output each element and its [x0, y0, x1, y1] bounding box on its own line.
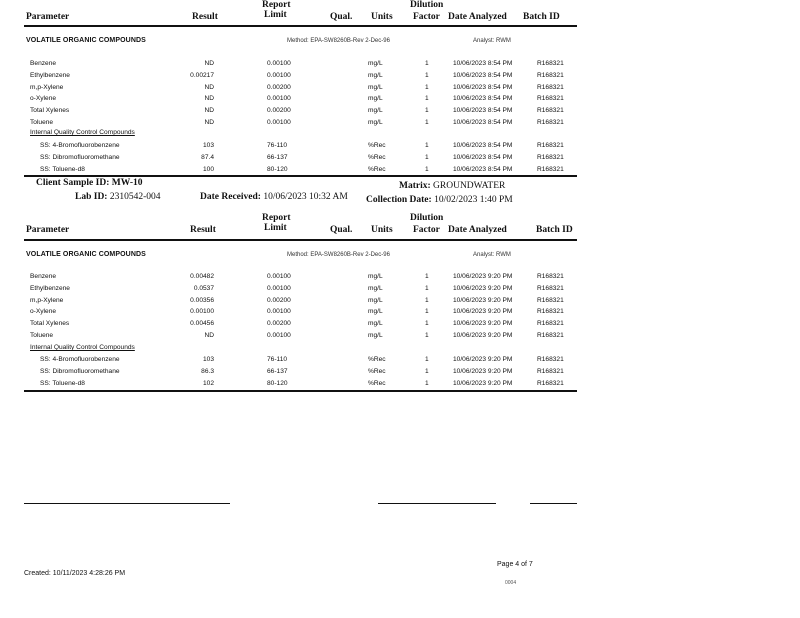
- batch-cell: R168321: [537, 153, 564, 161]
- result-cell: 0.00217: [190, 71, 214, 79]
- date-cell: 10/06/2023 9:20 PM: [453, 296, 513, 304]
- limit-cell: 0.00200: [267, 320, 291, 328]
- col-batch: Batch ID: [536, 225, 573, 235]
- units-cell: mg/L: [368, 60, 383, 67]
- parameter-cell: o-Xylene: [30, 308, 57, 316]
- limit-cell: 0.00100: [267, 332, 291, 339]
- result-cell: 103: [202, 142, 214, 149]
- dilution-cell: 1: [425, 142, 429, 149]
- limit-cell: 0.00100: [267, 273, 291, 280]
- dilution-cell: 1: [425, 296, 429, 304]
- qc-title: Internal Quality Control Compounds: [30, 129, 135, 136]
- qc-row: [24, 142, 577, 153]
- col-factor: Factor: [413, 225, 440, 235]
- parameter-cell: Ethylbenzene: [30, 284, 70, 292]
- result-cell: 0.00482: [190, 273, 214, 280]
- section-title: VOLATILE ORGANIC COMPOUNDS: [26, 37, 146, 44]
- collection-date-value: 10/02/2023 1:40 PM: [434, 195, 513, 205]
- parameter-cell: Benzene: [30, 60, 57, 67]
- batch-cell: R168321: [537, 165, 564, 173]
- parameter-cell: Total Xylenes: [30, 107, 70, 115]
- date-cell: 10/06/2023 9:20 PM: [453, 308, 513, 316]
- units-cell: %Rec: [368, 379, 386, 387]
- header-rule-1: [24, 25, 577, 27]
- client-sample-id-label: Client Sample ID:: [36, 178, 110, 188]
- batch-cell: R168321: [537, 142, 564, 149]
- batch-cell: R168321: [537, 119, 564, 126]
- dilution-cell: 1: [425, 95, 429, 103]
- dilution-cell: 1: [425, 165, 429, 173]
- batch-cell: R168321: [537, 308, 564, 316]
- batch-cell: R168321: [537, 95, 564, 103]
- date-cell: 10/06/2023 9:20 PM: [453, 273, 513, 280]
- signature-line-mid: [378, 503, 496, 504]
- date-received-value: 10/06/2023 10:32 AM: [263, 192, 348, 202]
- batch-cell: R168321: [537, 273, 564, 280]
- batch-cell: R168321: [537, 60, 564, 67]
- units-cell: mg/L: [368, 95, 383, 103]
- col-units: Units: [371, 225, 393, 235]
- client-sample-id: [36, 178, 143, 188]
- date-cell: 10/06/2023 8:54 PM: [453, 142, 513, 149]
- table-row: [24, 107, 577, 118]
- date-cell: 10/06/2023 9:20 PM: [453, 379, 513, 387]
- section-rule-2: [24, 390, 577, 392]
- col-qual: Qual.: [330, 225, 353, 235]
- result-cell: 0.00456: [190, 320, 214, 328]
- lab-id: [75, 192, 161, 202]
- date-cell: 10/06/2023 8:54 PM: [453, 107, 513, 115]
- table-row: [24, 332, 577, 343]
- limit-cell: 0.00100: [267, 60, 291, 67]
- dilution-cell: 1: [425, 83, 429, 91]
- parameter-cell: m,p-Xylene: [30, 296, 64, 304]
- created-timestamp: Created: 10/11/2023 4:28:26 PM: [24, 570, 126, 577]
- method-label: Method: EPA-SW8260B-Rev 2-Dec-96: [287, 38, 390, 44]
- units-cell: mg/L: [368, 119, 383, 126]
- result-cell: ND: [204, 83, 214, 91]
- table-row: [24, 95, 577, 106]
- col-result: Result: [192, 12, 218, 22]
- result-cell: ND: [204, 95, 214, 103]
- dilution-cell: 1: [425, 332, 429, 339]
- units-cell: mg/L: [368, 284, 383, 292]
- parameter-cell: SS: 4-Bromofluorobenzene: [40, 356, 120, 363]
- signature-line-left: [24, 503, 230, 504]
- result-cell: ND: [204, 332, 214, 339]
- table-row: [24, 320, 577, 331]
- parameter-cell: SS: Toluene-d8: [40, 165, 85, 173]
- date-cell: 10/06/2023 9:20 PM: [453, 320, 513, 328]
- limit-cell: 76-110: [267, 142, 288, 149]
- col-parameter: Parameter: [26, 225, 70, 235]
- result-cell: 102: [202, 379, 214, 387]
- dilution-cell: 1: [425, 308, 429, 316]
- date-cell: 10/06/2023 9:20 PM: [453, 356, 513, 363]
- parameter-cell: o-Xylene: [30, 95, 57, 103]
- date-cell: 10/06/2023 8:54 PM: [453, 83, 513, 91]
- collection-date: [366, 195, 513, 205]
- units-cell: %Rec: [368, 165, 386, 173]
- result-cell: 0.00356: [190, 296, 214, 304]
- limit-cell: 66-137: [267, 153, 288, 161]
- result-cell: 86.3: [201, 367, 214, 375]
- dilution-cell: 1: [425, 71, 429, 79]
- parameter-cell: SS: Dibromofluoromethane: [40, 153, 120, 161]
- date-received: [200, 192, 348, 202]
- units-cell: mg/L: [368, 332, 383, 339]
- col-dilution-top: Dilution: [410, 213, 444, 223]
- limit-cell: 0.00100: [267, 95, 291, 103]
- dilution-cell: 1: [425, 273, 429, 280]
- units-cell: mg/L: [368, 320, 383, 328]
- col-parameter: Parameter: [26, 12, 70, 22]
- result-cell: 87.4: [201, 153, 214, 161]
- limit-cell: 76-110: [267, 356, 288, 363]
- date-cell: 10/06/2023 8:54 PM: [453, 119, 513, 126]
- result-cell: ND: [204, 119, 214, 126]
- limit-cell: 80-120: [267, 165, 288, 173]
- col-report-top: Report: [262, 0, 291, 10]
- table-row: [24, 285, 577, 296]
- table-row: [24, 273, 577, 284]
- result-cell: 103: [202, 356, 214, 363]
- limit-cell: 0.00100: [267, 284, 291, 292]
- col-units: Units: [371, 12, 393, 22]
- date-cell: 10/06/2023 8:54 PM: [453, 60, 513, 67]
- date-cell: 10/06/2023 9:20 PM: [453, 332, 513, 339]
- batch-cell: R168321: [537, 356, 564, 363]
- units-cell: mg/L: [368, 71, 383, 79]
- lab-id-value: 2310542-004: [109, 192, 161, 202]
- batch-cell: R168321: [537, 284, 564, 292]
- qc-row: [24, 380, 577, 391]
- result-cell: ND: [204, 107, 214, 115]
- col-limit: Limit: [264, 223, 287, 233]
- table-row: [24, 60, 577, 71]
- result-cell: ND: [204, 60, 214, 67]
- batch-cell: R168321: [537, 296, 564, 304]
- result-cell: 100: [202, 165, 214, 173]
- qc-row: [24, 356, 577, 367]
- limit-cell: 0.00200: [267, 296, 291, 304]
- batch-cell: R168321: [537, 107, 564, 115]
- signature-line-right: [530, 503, 577, 504]
- dilution-cell: 1: [425, 60, 429, 67]
- units-cell: mg/L: [368, 83, 383, 91]
- date-cell: 10/06/2023 8:54 PM: [453, 71, 513, 79]
- result-cell: 0.0537: [193, 284, 214, 292]
- dilution-cell: 1: [425, 367, 429, 375]
- col-limit: Limit: [264, 10, 287, 20]
- table-row: [24, 72, 577, 83]
- parameter-cell: SS: Toluene-d8: [40, 379, 85, 387]
- parameter-cell: Toluene: [30, 332, 54, 339]
- col-factor: Factor: [413, 12, 440, 22]
- analyst-label: Analyst: RWM: [473, 252, 511, 258]
- limit-cell: 0.00100: [267, 308, 291, 316]
- parameter-cell: Total Xylenes: [30, 320, 70, 328]
- analyst-label: Analyst: RWM: [473, 38, 511, 44]
- matrix-value: GROUNDWATER: [433, 181, 506, 191]
- col-result: Result: [190, 225, 216, 235]
- method-label: Method: EPA-SW8260B-Rev 2-Dec-96: [287, 252, 390, 258]
- dilution-cell: 1: [425, 356, 429, 363]
- dilution-cell: 1: [425, 153, 429, 161]
- units-cell: %Rec: [368, 356, 386, 363]
- dilution-cell: 1: [425, 107, 429, 115]
- section-rule-1: [24, 175, 577, 177]
- date-cell: 10/06/2023 9:20 PM: [453, 284, 513, 292]
- col-report-top: Report: [262, 213, 291, 223]
- dilution-cell: 1: [425, 320, 429, 328]
- date-cell: 10/06/2023 9:20 PM: [453, 367, 513, 375]
- date-cell: 10/06/2023 8:54 PM: [453, 165, 513, 173]
- parameter-cell: m,p-Xylene: [30, 83, 64, 91]
- batch-cell: R168321: [537, 83, 564, 91]
- units-cell: mg/L: [368, 308, 383, 316]
- matrix-label: Matrix:: [399, 181, 431, 191]
- table-row: [24, 308, 577, 319]
- col-date: Date Analyzed: [448, 225, 507, 235]
- table-row: [24, 84, 577, 95]
- dilution-cell: 1: [425, 284, 429, 292]
- page-number: Page 4 of 7: [497, 561, 533, 568]
- batch-cell: R168321: [537, 320, 564, 328]
- limit-cell: 0.00200: [267, 83, 291, 91]
- matrix: [399, 181, 505, 191]
- qc-row: [24, 154, 577, 165]
- col-batch: Batch ID: [523, 12, 560, 22]
- qc-row: [24, 368, 577, 379]
- dilution-cell: 1: [425, 119, 429, 126]
- collection-date-label: Collection Date:: [366, 195, 432, 205]
- units-cell: mg/L: [368, 296, 383, 304]
- parameter-cell: SS: Dibromofluoromethane: [40, 367, 120, 375]
- header-rule-2: [24, 239, 577, 241]
- limit-cell: 0.00100: [267, 71, 291, 79]
- limit-cell: 66-137: [267, 367, 288, 375]
- batch-cell: R168321: [537, 71, 564, 79]
- table-row: [24, 297, 577, 308]
- limit-cell: 80-120: [267, 379, 288, 387]
- section-title: VOLATILE ORGANIC COMPOUNDS: [26, 251, 146, 258]
- batch-cell: R168321: [537, 332, 564, 339]
- page-mark: 0004: [505, 580, 517, 586]
- parameter-cell: Toluene: [30, 119, 54, 126]
- units-cell: mg/L: [368, 107, 383, 115]
- lab-id-label: Lab ID:: [75, 192, 108, 202]
- units-cell: %Rec: [368, 367, 386, 375]
- client-sample-id-value: MW-10: [111, 178, 143, 188]
- units-cell: mg/L: [368, 273, 383, 280]
- date-received-label: Date Received:: [200, 192, 261, 202]
- batch-cell: R168321: [537, 379, 564, 387]
- col-qual: Qual.: [330, 12, 353, 22]
- units-cell: %Rec: [368, 153, 386, 161]
- units-cell: %Rec: [368, 142, 386, 149]
- qc-title: Internal Quality Control Compounds: [30, 344, 135, 351]
- col-date: Date Analyzed: [448, 12, 507, 22]
- result-cell: 0.00100: [190, 308, 214, 316]
- dilution-cell: 1: [425, 379, 429, 387]
- date-cell: 10/06/2023 8:54 PM: [453, 153, 513, 161]
- batch-cell: R168321: [537, 367, 564, 375]
- col-dilution-top: Dilution: [410, 0, 444, 10]
- limit-cell: 0.00200: [267, 107, 291, 115]
- parameter-cell: Ethylbenzene: [30, 71, 70, 79]
- limit-cell: 0.00100: [267, 119, 291, 126]
- date-cell: 10/06/2023 8:54 PM: [453, 95, 513, 103]
- parameter-cell: SS: 4-Bromofluorobenzene: [40, 142, 120, 149]
- parameter-cell: Benzene: [30, 273, 57, 280]
